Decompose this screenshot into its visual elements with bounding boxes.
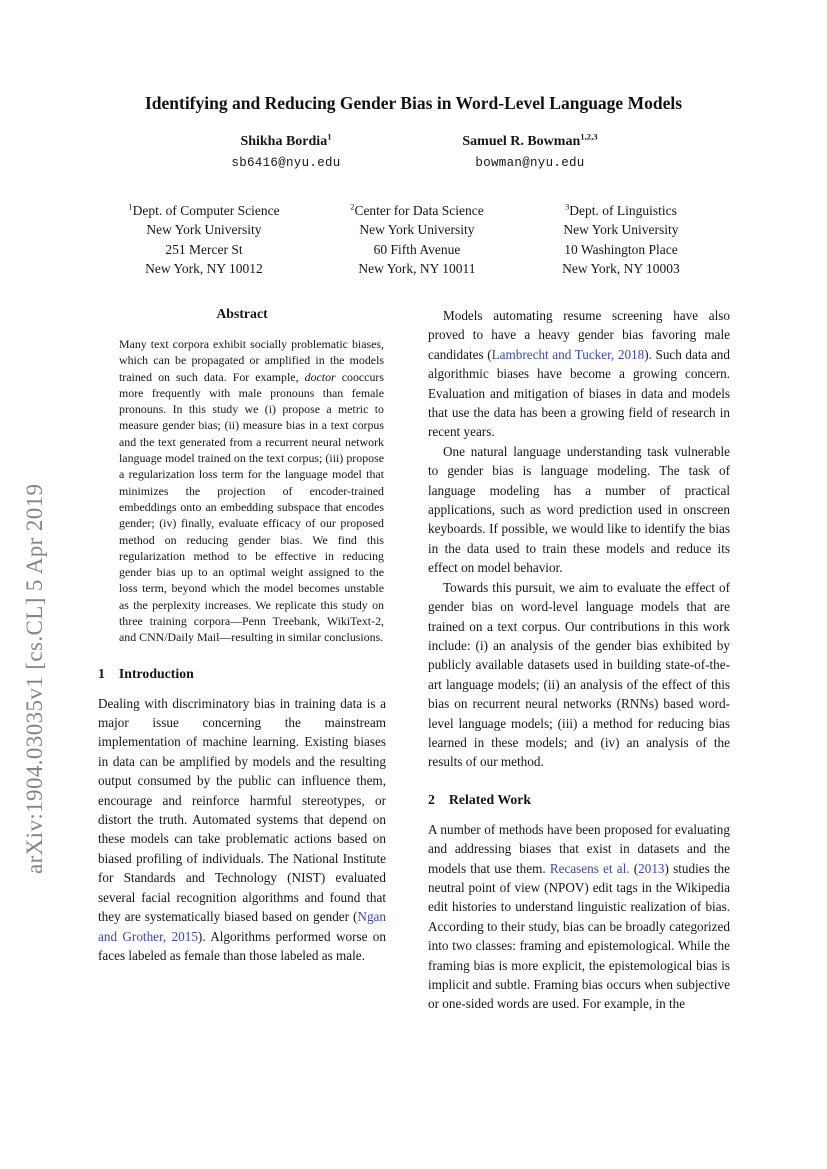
affiliation-block-2 [312, 201, 522, 279]
abstract-italic-term: doctor [304, 369, 336, 384]
affiliation-line: 251 Mercer St [165, 241, 243, 257]
affiliation-line: 10 Washington Place [564, 241, 678, 257]
abstract-segment: cooccurs more frequently with male pronouns than female pronouns. In this study we (i) propose a metric to measure gender bias; (ii) measure bias in a text corpus and the text generated from a recurrent neural network language model trained on the text corpus; (iii) propose a regularization loss term for the language model that minimizes the projection of encoder-trained embeddings onto an embedding subspace that encodes gender; (iv) finally, evaluate efficacy of our proposed method on reducing gender bias. We find this regularization method to be effective in reducing gender bias up to an optimal weight assigned to the loss term, beyond which the model becomes unstable as the perplexity increases. We replicate this study on three training corpora—Penn Treebank, WikiText-2, and CNN/Daily Mail—resulting in similar conclusions. [119, 369, 384, 645]
related-work-paragraph [428, 820, 730, 1014]
intro-paragraph [98, 694, 386, 966]
abstract-text [119, 336, 384, 646]
author-name-text: Samuel R. Bowman [462, 134, 581, 149]
affiliation-dept [99, 201, 309, 220]
section-number: 1 [98, 665, 105, 681]
author-block-1 [176, 131, 396, 170]
affiliation-dept [516, 201, 726, 220]
affiliation-block-3 [516, 201, 726, 279]
paragraph-segment: ( [629, 860, 639, 876]
affiliation-sup: 1 [128, 202, 133, 212]
left-column [98, 306, 386, 965]
arxiv-watermark: arXiv:1904.03035v1 [cs.CL] 5 Apr 2019 [22, 483, 47, 874]
paragraph-segment: Dealing with discriminatory bias in training data is a major issue concerning the mainstream implementation of machine learning. Existing biases in data can be amplified by models and the resulting output consumed by the public can influence them, encourage and reinforce harmful stereotypes, or distort the truth. Automated systems that depend on these models can take problematic actions based on biased profiling of individuals. The National Institute for Standards and Technology (NIST) evaluated several facial recognition algorithms and found that they are systematically biased based on gender ( [98, 695, 386, 925]
paragraph-segment: A number of methods have been proposed for evaluating and addressing biases that exist in datasets and the models that use them. [428, 821, 730, 876]
author-email: bowman@nyu.edu [475, 156, 585, 170]
author-affiliation-sup: 1 [327, 131, 332, 142]
affiliation-line: New York University [146, 222, 262, 238]
section-heading-introduction [98, 666, 386, 682]
affiliation-line: New York University [359, 222, 475, 238]
affiliation-dept-text: Dept. of Linguistics [569, 203, 677, 218]
affiliation-block-1 [99, 201, 309, 279]
author-name [420, 131, 640, 150]
section-title: Related Work [448, 791, 532, 807]
right-column [428, 306, 730, 1014]
section-heading-related-work [428, 792, 730, 808]
affiliation-line: New York, NY 10011 [358, 261, 476, 277]
section-number: 2 [428, 791, 435, 807]
body-paragraph: One natural language understanding task vulnerable to gender bias is language modeling. The task of language modeling has a number of practical applications, such as word prediction used in onscreen keyboards. If possible, we would like to identify the bias in the data used to train these models and reduce its effect on model behavior. [428, 443, 730, 576]
paragraph-segment: ) studies the neutral point of view (NPOV) edit tags in the Wikipedia edit histories to understand linguistic realization of bias. According to their study, bias can be broadly categorized into two classes: framing and epistemological. While the framing bias is more explicit, the epistemological bias is implicit and subtle. Framing bias occurs when subjective or one-sided words are used. For example, in the [428, 860, 730, 1012]
paragraph-segment: ). Algorithms performed worse on faces labeled as female than those labeled as male. [98, 928, 386, 963]
section-title: Introduction [118, 665, 194, 681]
citation-link[interactable]: 2013 [638, 860, 665, 876]
affiliation-sup: 2 [350, 202, 355, 212]
abstract-segment: Many text corpora exhibit socially problematic biases, which can be propagated or amplified in the models trained on such data. For example, [119, 337, 384, 384]
citation-link[interactable]: Ngan and Grother, 2015 [98, 909, 386, 944]
author-name-text: Shikha Bordia [240, 134, 328, 149]
paper-title: Identifying and Reducing Gender Bias in Word-Level Language Models [144, 93, 683, 113]
paragraph-segment: Models automating resume screening have also proved to have a heavy gender bias favoring male candidates ( [428, 308, 730, 362]
author-name [176, 131, 396, 150]
affiliation-dept-text: Center for Data Science [354, 203, 484, 218]
body-paragraph: Towards this pursuit, we aim to evaluate the effect of gender bias on word-level language models that are trained on a text corpus. Our contributions in this work include: (i) an analysis of the gender bias exhibited by publicly available datasets used in building state-of-the-art language models; (ii) an analysis of the effect of this bias on recurrent neural networks (RNNs) based word-level language models; (iii) a method for reducing bias learned in these models; and (iv) an analysis of the results of our method. [428, 579, 730, 770]
citation-link[interactable]: Recasens et al. [549, 860, 630, 876]
affiliation-dept [312, 201, 522, 220]
paragraph-segment: ). Such data and algorithmic biases have become a growing concern. Evaluation and mitigation of biases in data and models that use the data has been a growing field of research in recent years. [428, 346, 730, 440]
affiliation-line: New York, NY 10012 [145, 261, 263, 277]
citation-link[interactable]: Lambrecht and Tucker, 2018 [491, 346, 645, 362]
affiliation-line: 60 Fifth Avenue [373, 241, 461, 257]
author-block-2 [420, 131, 640, 170]
body-paragraph [428, 306, 730, 442]
affiliation-line: New York, NY 10003 [562, 261, 680, 277]
affiliation-line: New York University [563, 222, 679, 238]
abstract-heading: Abstract [216, 306, 268, 321]
affiliation-sup: 3 [565, 202, 570, 212]
author-email: sb6416@nyu.edu [231, 156, 341, 170]
affiliation-dept-text: Dept. of Computer Science [132, 203, 280, 218]
author-affiliation-sup: 1,2,3 [580, 131, 598, 142]
